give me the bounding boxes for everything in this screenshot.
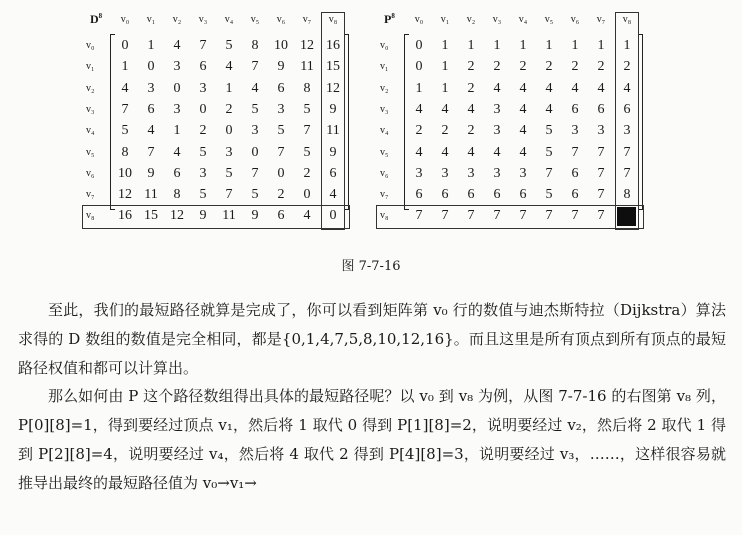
d8-cell: 10: [274, 38, 288, 53]
p8-cell: 3: [441, 165, 449, 181]
d8-cell: 3: [251, 123, 259, 139]
p8-cell: 6: [571, 101, 579, 117]
p8-cell: 4: [415, 101, 423, 117]
p8-row-header: v₄: [380, 125, 389, 137]
p8-cell: 1: [493, 38, 501, 53]
d8-col-header: v₅: [250, 14, 260, 25]
d8-row-header: v₈: [86, 210, 95, 222]
p8-cell: 3: [415, 165, 423, 181]
p8-cell: 2: [545, 59, 553, 75]
p8-cell: 1: [415, 80, 423, 96]
p8-cell: 4: [441, 101, 449, 117]
p8-cell: 4: [493, 80, 501, 96]
p8-row-header: v₂: [380, 82, 389, 94]
d8-cell: 8: [121, 144, 129, 160]
d8-cell: 3: [199, 80, 207, 96]
d8-col-header: v₀: [120, 14, 130, 25]
p8-row-header: v₈: [380, 210, 389, 222]
d8-cell: 5: [303, 144, 311, 160]
d8-cell: 12: [118, 187, 132, 203]
d8-cell: 11: [300, 59, 314, 75]
d8-cell: 2: [199, 123, 207, 139]
p8-cell: 3: [493, 123, 501, 139]
d8-cell: 6: [277, 208, 285, 224]
p8-cell: [614, 206, 640, 225]
d8-cell: 5: [303, 101, 311, 117]
d8-cell: 4: [225, 59, 233, 75]
d8-col-header: v₁: [146, 14, 156, 25]
d8-cell: 2: [225, 101, 233, 117]
p8-cell: 2: [467, 123, 475, 139]
d8-cell: 3: [147, 80, 155, 96]
d8-title-superscript: 8: [98, 12, 103, 20]
d8-title-base: D: [90, 12, 99, 26]
d8-cell: 10: [118, 165, 132, 181]
p8-cell: 4: [441, 144, 449, 160]
p8-cell: 3: [467, 165, 475, 181]
p8-cell: 4: [519, 80, 527, 96]
p8-cell: 1: [545, 38, 553, 53]
p8-cell: 7: [623, 165, 631, 181]
p8-cell: 7: [545, 208, 553, 224]
p8-cell: 7: [623, 144, 631, 160]
d8-cell: 15: [144, 208, 158, 224]
d8-cell: 0: [329, 208, 337, 224]
p8-cell: 6: [415, 187, 423, 203]
d8-cell: 1: [147, 38, 155, 53]
d8-cell: 3: [173, 101, 181, 117]
d8-cell: 5: [251, 101, 259, 117]
p8-cell: 6: [493, 187, 501, 203]
p8-cell: 5: [545, 187, 553, 203]
p8-cell: 3: [623, 123, 631, 139]
p8-cell: 7: [597, 144, 605, 160]
p8-cell: 4: [493, 144, 501, 160]
d8-row-header: v₀: [86, 40, 95, 51]
p8-col-header: v₇: [596, 14, 606, 25]
p8-cell: 1: [441, 59, 449, 75]
p8-cell: 3: [597, 123, 605, 139]
p8-col-header: v₄: [518, 14, 528, 25]
d8-cell: 7: [251, 59, 259, 75]
p8-cell: 1: [441, 38, 449, 53]
p8-cell: 7: [493, 208, 501, 224]
d8-cell: 9: [277, 59, 285, 75]
d8-cell: 9: [329, 101, 337, 117]
p8-cell: 0: [415, 59, 423, 75]
p8-cell: 6: [441, 187, 449, 203]
d8-title: [90, 12, 102, 27]
p8-cell: 7: [545, 165, 553, 181]
d8-cell: 12: [170, 208, 184, 224]
d8-cell: 1: [225, 80, 233, 96]
p8-cell: 7: [467, 208, 475, 224]
d8-cell: 4: [303, 208, 311, 224]
p8-row-header: v₇: [380, 189, 389, 201]
d8-cell: 0: [199, 101, 207, 117]
p8-cell: 1: [623, 38, 631, 53]
d8-cell: 11: [326, 123, 340, 139]
p8-cell: 4: [545, 80, 553, 96]
d8-row-header: v₆: [86, 167, 95, 179]
d8-cell: 7: [225, 187, 233, 203]
d8-cell: 7: [251, 165, 259, 181]
d8-col-header: v₆: [276, 14, 286, 25]
p8-cell: 1: [597, 38, 605, 53]
d8-cell: 7: [199, 38, 207, 53]
d8-row-header: v₇: [86, 189, 95, 201]
d8-cell: 3: [199, 165, 207, 181]
p8-cell: 4: [623, 80, 631, 96]
figure-caption: 图 7-7-16: [341, 259, 401, 274]
d8-cell: 16: [118, 208, 132, 224]
p8-cell: 7: [597, 208, 605, 224]
p8-row-header: v₃: [380, 103, 389, 115]
p8-cell: 1: [441, 80, 449, 96]
d8-cell: 8: [251, 38, 259, 53]
d8-cell: 0: [303, 187, 311, 203]
p8-cell: 4: [571, 80, 579, 96]
p8-cell: 4: [519, 123, 527, 139]
p8-cell: 6: [571, 187, 579, 203]
p8-title: [384, 12, 395, 27]
d8-cell: 4: [173, 144, 181, 160]
p8-col-header: v₃: [492, 14, 502, 25]
d8-cell: 12: [326, 80, 340, 96]
p8-cell: 8: [623, 187, 631, 203]
p8-col-header: v₀: [414, 14, 424, 25]
p8-cell: 7: [571, 144, 579, 160]
d8-cell: 7: [121, 101, 129, 117]
d8-cell: 0: [277, 165, 285, 181]
d8-cell: 11: [222, 208, 236, 224]
d8-cell: 5: [225, 38, 233, 53]
p8-cell: 3: [493, 165, 501, 181]
p8-cell: 2: [441, 123, 449, 139]
p8-cell: 2: [493, 59, 501, 75]
d8-cell: 16: [326, 38, 340, 53]
p8-cell: 3: [519, 165, 527, 181]
p8-cell: 6: [571, 165, 579, 181]
p8-cell: 7: [519, 208, 527, 224]
d8-row-header: v₄: [86, 125, 95, 137]
d8-cell: 9: [199, 208, 207, 224]
p8-col-header: v₅: [544, 14, 554, 25]
d8-cell: 4: [121, 80, 129, 96]
p8-cell: 4: [467, 101, 475, 117]
p8-col-header: v₆: [570, 14, 580, 25]
p8-cell: 7: [571, 208, 579, 224]
p8-cell: 2: [519, 59, 527, 75]
p8-cell: 2: [597, 59, 605, 75]
p8-col-header: v₁: [440, 14, 450, 25]
paragraph-1: 至此，我们的最短路径就算是完成了，你可以看到矩阵第 v₀ 行的数值与迪杰斯特拉（Dijkstra）算法求得的 D 数组的数值是完全相同，都是{0,1,4,7,5,8,10,12,16}。而且这里是所有顶点到所有顶点的最短路径权值和都可以计算出。: [18, 301, 726, 377]
d8-cell: 3: [173, 59, 181, 75]
d8-cell: 5: [225, 165, 233, 181]
d8-cell: 5: [277, 123, 285, 139]
p8-cell: 1: [519, 38, 527, 53]
p8-cell: 1: [467, 38, 475, 53]
p8-cell: 3: [493, 101, 501, 117]
p8-cell: 6: [519, 187, 527, 203]
d8-cell: 2: [303, 165, 311, 181]
p8-cell: 2: [623, 59, 631, 75]
p8-cell: 2: [467, 80, 475, 96]
p8-cell: 2: [467, 59, 475, 75]
p8-row-header: v₁: [380, 61, 389, 73]
d8-row-header: v₁: [86, 61, 95, 73]
p8-row-header: v₅: [380, 146, 389, 158]
d8-cell: 5: [121, 123, 129, 139]
d8-cell: 1: [121, 59, 129, 75]
p8-cell: 4: [415, 144, 423, 160]
p8-cell: 7: [597, 187, 605, 203]
d8-cell: 5: [251, 187, 259, 203]
d8-cell: 3: [225, 144, 233, 160]
p8-cell: 3: [571, 123, 579, 139]
paragraph-2: 那么如何由 P 这个路径数组得出具体的最短路径呢？以 v₀ 到 v₈ 为例，从图 7-7-16 的右图第 v₈ 列，P[0][8]=1，得到要经过顶点 v₁，然后将 1 取代 0 得到 P[1][8]=2，说明要经过 v₂，然后将 2 取代 1 得到 P[2][8]=4，说明要经过 v₄，然后将 4 取代 2 得到 P[4][8]=3，说明要经过 v₃，……，这样很容易就推导出最终的最短路径值为 v₀→v₁→: [18, 387, 726, 492]
d8-cell: 1: [173, 123, 181, 139]
p8-cell: 4: [467, 144, 475, 160]
d8-cell: 9: [251, 208, 259, 224]
p8-title-superscript: 8: [391, 12, 395, 20]
d8-cell: 9: [329, 144, 337, 160]
d8-cell: 12: [300, 38, 314, 53]
p8-cell: 6: [623, 101, 631, 117]
p8-cell: 6: [597, 101, 605, 117]
d8-cell: 5: [199, 187, 207, 203]
d8-cell: 6: [277, 80, 285, 96]
d8-cell: 7: [147, 144, 155, 160]
d8-cell: 8: [303, 80, 311, 96]
p8-cell: 5: [545, 144, 553, 160]
d8-col-header: v₄: [224, 14, 234, 25]
d8-cell: 4: [147, 123, 155, 139]
p8-cell: 2: [415, 123, 423, 139]
d8-cell: 6: [199, 59, 207, 75]
p8-cell: 7: [597, 165, 605, 181]
d8-col-header: v₈: [328, 14, 338, 25]
d8-col-header: v₃: [198, 14, 208, 25]
p8-col-header: v₈: [622, 14, 632, 25]
d8-cell: 7: [277, 144, 285, 160]
d8-cell: 0: [147, 59, 155, 75]
d8-cell: 0: [121, 38, 129, 53]
d8-col-header: v₂: [172, 14, 182, 25]
d8-cell: 7: [303, 123, 311, 139]
p8-title-base: P: [384, 12, 392, 26]
d8-col-header: v₇: [302, 14, 312, 25]
p8-cell: 0: [415, 38, 423, 53]
p8-cell: 5: [545, 123, 553, 139]
d8-cell: 0: [225, 123, 233, 139]
p8-cell: 1: [571, 38, 579, 53]
d8-cell: 6: [329, 165, 337, 181]
d8-cell: 9: [147, 165, 155, 181]
p8-cell: 2: [571, 59, 579, 75]
d8-row-header: v₅: [86, 146, 95, 158]
p8-cell: 4: [597, 80, 605, 96]
d8-cell: 15: [326, 59, 340, 75]
d8-cell: 6: [173, 165, 181, 181]
d8-cell: 2: [277, 187, 285, 203]
p8-cell: 7: [415, 208, 423, 224]
p8-row-header: v₀: [380, 40, 389, 51]
p8-cell: 4: [545, 101, 553, 117]
d8-cell: 4: [173, 38, 181, 53]
p8-cell: 6: [467, 187, 475, 203]
d8-cell: 0: [173, 80, 181, 96]
p8-cell: 4: [519, 101, 527, 117]
d8-row-header: v₂: [86, 82, 95, 94]
p8-cell: 7: [441, 208, 449, 224]
p8-row-header: v₆: [380, 167, 389, 179]
d8-cell: 8: [173, 187, 181, 203]
d8-cell: 6: [147, 101, 155, 117]
p8-cell: 4: [519, 144, 527, 160]
d8-cell: 0: [251, 144, 259, 160]
d8-cell: 11: [144, 187, 158, 203]
d8-cell: 4: [251, 80, 259, 96]
d8-row-header: v₃: [86, 103, 95, 115]
d8-cell: 4: [329, 187, 337, 203]
d8-cell: 5: [199, 144, 207, 160]
d8-cell: 3: [277, 101, 285, 117]
p8-col-header: v₂: [466, 14, 476, 25]
